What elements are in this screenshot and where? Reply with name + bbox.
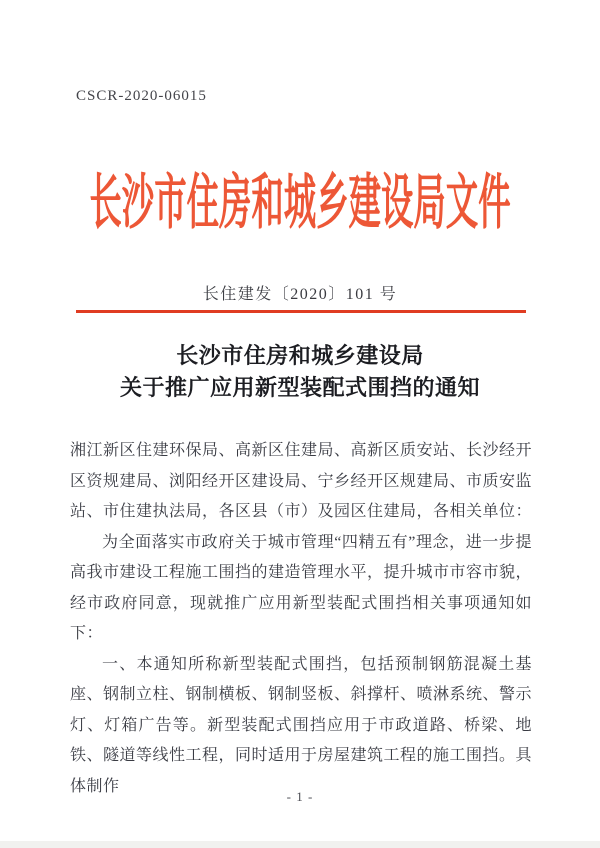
red-divider-line [76, 310, 526, 313]
doc-body [70, 436, 532, 802]
scan-bottom-edge [0, 841, 600, 848]
body-paragraph-2: 一、本通知所称新型装配式围挡，包括预制钢筋混凝土基座、钢制立柱、钢制横板、钢制竖板、斜撑杆、喷淋系统、警示灯、灯箱广告等。新型装配式围挡应用于市政道路、桥梁、地铁、隧道等线性工程，同时适用于房屋建筑工程的施工围挡。具体制作 [70, 655, 533, 795]
recipients-paragraph: 湘江新区住建环保局、高新区住建局、高新区质安站、长沙经开区资规建局、浏阳经开区建设局、宁乡经开区规建局、市质安监站、市住建执法局，各区县（市）及园区住建局，各相关单位： [70, 442, 533, 520]
doc-title [0, 340, 600, 404]
doc-title-line1: 长沙市住房和城乡建设局 [176, 343, 424, 368]
agency-banner-text: 长沙市住房和城乡建设局文件 [89, 170, 511, 236]
doc-number: 长住建发〔2020〕101 号 [202, 286, 398, 303]
doc-code: CSCR-2020-06015 [76, 88, 207, 104]
page-number: - 1 - [286, 789, 314, 804]
agency-banner [0, 170, 600, 242]
doc-title-line2: 关于推广应用新型装配式围挡的通知 [119, 375, 480, 400]
body-paragraph-1: 为全面落实市政府关于城市管理“四精五有”理念，进一步提高我市建设工程施工围挡的建造管理水平，提升城市市容市貌，经市政府同意，现就推广应用新型装配式围挡相关事项通知如下： [70, 533, 533, 642]
